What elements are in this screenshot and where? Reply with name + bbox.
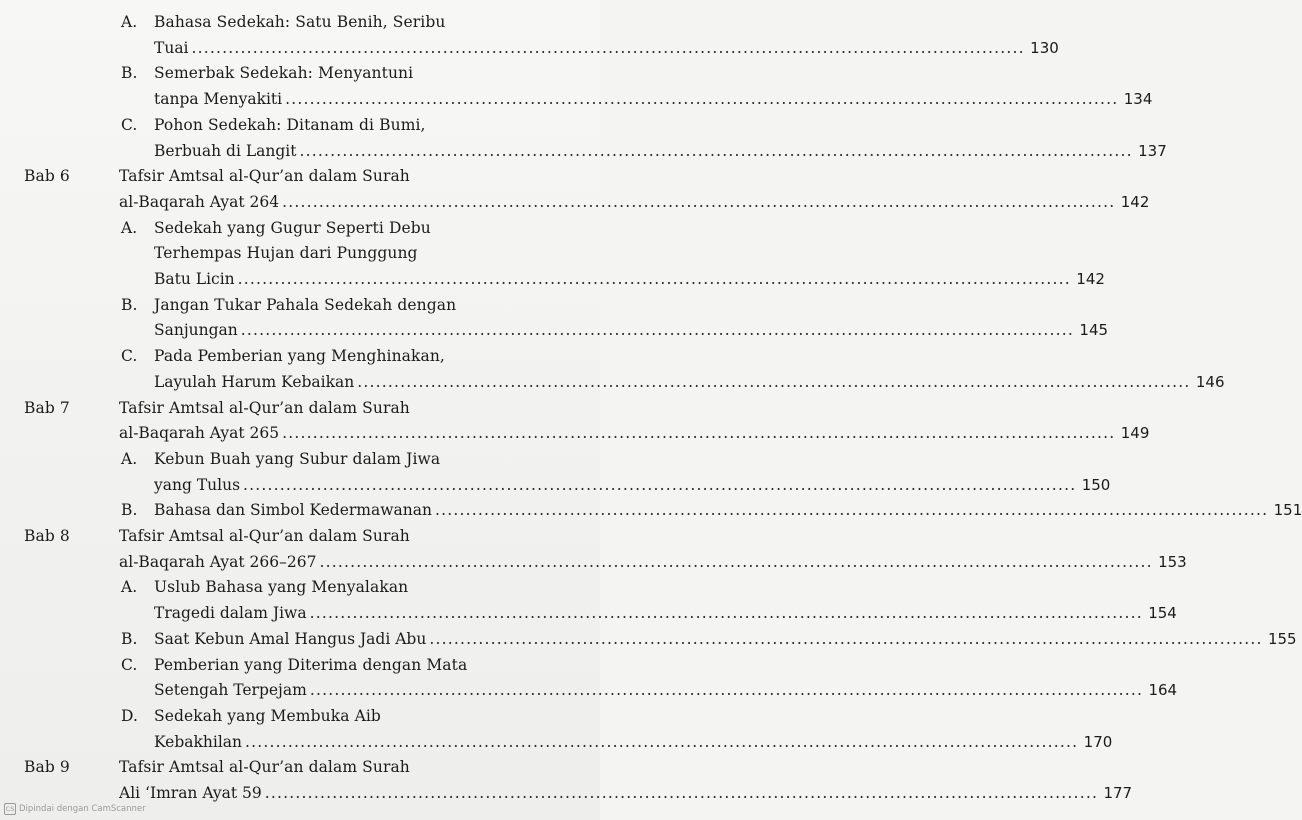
toc-entry-leader-line (119, 191, 1150, 213)
section-letter: D. (121, 706, 139, 725)
chapter-title-line: al-Baqarah Ayat 265 (119, 424, 280, 443)
section-title-line: yang Tulus (154, 475, 241, 494)
chapter-title-line: Ali ‘Imran Ayat 59 (119, 784, 262, 802)
chapter-title-line: al-Baqarah Ayat 264 (119, 192, 280, 211)
section-title-line: Terhempas Hujan dari Punggung (154, 244, 418, 263)
page-number: 130 (1030, 38, 1059, 57)
section-title-line: Sanjungan (154, 321, 238, 340)
toc-entry-leader-line (154, 88, 1153, 110)
toc-entry-leader-line (119, 422, 1150, 444)
chapter-title-line: Tafsir Amtsal al-Qur’an dalam Surah (119, 758, 410, 777)
chapter-title-line: Tafsir Amtsal al-Qur’an dalam Surah (119, 527, 410, 545)
toc-entry-leader-line (154, 319, 1109, 341)
page-number: 142 (1120, 192, 1150, 211)
section-letter: B. (121, 629, 138, 648)
toc-entry-leader-line (154, 268, 1105, 290)
leader-dots: ........................................................................................................................................ (245, 732, 1079, 751)
chapter-label: Bab 9 (24, 758, 70, 777)
section-title-line: Bahasa Sedekah: Satu Benih, Seribu (154, 13, 446, 31)
leader-dots: ........................................................................................................................................ (357, 372, 1191, 391)
chapter-label: Bab 7 (24, 398, 70, 417)
section-letter: A. (121, 578, 138, 597)
leader-dots: ........................................................................................................................................ (319, 552, 1153, 571)
watermark-text: Dipindai dengan CamScanner (19, 804, 146, 814)
chapter-title-line: al-Baqarah Ayat 266–267 (119, 552, 317, 571)
leader-dots: ........................................................................................................................................ (309, 604, 1143, 623)
page-number: 153 (1158, 552, 1187, 571)
section-title-line: Bahasa dan Simbol Kedermawanan (154, 501, 432, 520)
leader-dots: ........................................................................................................................................ (282, 424, 1116, 443)
section-title-line: Uslub Bahasa yang Menyalakan (154, 578, 409, 597)
leader-dots: ........................................................................................................................................ (237, 270, 1071, 288)
toc-entry-leader-line (154, 371, 1225, 393)
toc-entry-leader-line (119, 782, 1133, 804)
section-title-line: Pada Pemberian yang Menghinakan, (154, 347, 445, 366)
chapter-label: Bab 8 (24, 527, 70, 545)
section-letter: A. (121, 449, 138, 468)
section-title-line: Tragedi dalam Jiwa (154, 604, 307, 623)
leader-dots: ........................................................................................................................................ (243, 475, 1077, 494)
section-title-line: Jangan Tukar Pahala Sedekah dengan (154, 295, 457, 314)
leader-dots: ........................................................................................................................................ (299, 141, 1133, 160)
scanner-watermark (4, 803, 146, 815)
section-letter: A. (121, 218, 138, 237)
section-title-line: Tuai (154, 38, 189, 57)
chapter-title-line: Tafsir Amtsal al-Qur’an dalam Surah (119, 167, 410, 186)
section-title-line: Pohon Sedekah: Ditanam di Bumi, (154, 115, 426, 134)
page-number: 177 (1103, 784, 1133, 802)
toc-entry-leader-line (154, 731, 1113, 753)
page-number: 134 (1123, 90, 1153, 109)
toc-entry-leader-line (154, 628, 1297, 650)
chapter-title-line: Tafsir Amtsal al-Qur’an dalam Surah (119, 398, 410, 417)
toc-entry-leader-line (154, 474, 1111, 496)
section-letter: C. (121, 655, 138, 674)
section-title-line: Kebun Buah yang Subur dalam Jiwa (154, 449, 441, 468)
leader-dots: ........................................................................................................................................ (191, 38, 1025, 57)
leader-dots: ........................................................................................................................................ (264, 784, 1099, 802)
toc-entry-leader-line (154, 499, 1302, 521)
toc-entry-leader-line (154, 140, 1167, 162)
page-number: 155 (1267, 629, 1297, 648)
section-letter: B. (121, 501, 138, 520)
section-title-line: tanpa Menyakiti (154, 90, 283, 109)
leader-dots: ........................................................................................................................................ (434, 501, 1269, 520)
camscanner-icon: CS (5, 805, 15, 813)
section-title-line: Saat Kebun Amal Hangus Jadi Abu (154, 629, 427, 648)
page-number: 151 (1273, 501, 1302, 520)
leader-dots: ........................................................................................................................................ (240, 321, 1075, 340)
page-number: 154 (1148, 604, 1177, 623)
section-letter: C. (121, 115, 138, 134)
chapter-label: Bab 6 (24, 167, 70, 186)
toc-entry-leader-line (154, 602, 1177, 624)
page-number: 142 (1076, 270, 1105, 288)
section-letter: B. (121, 295, 138, 314)
leader-dots: ........................................................................................................................................ (282, 192, 1116, 211)
section-title-line: Sedekah yang Gugur Seperti Debu (154, 218, 431, 237)
section-title-line: Berbuah di Langit (154, 141, 297, 160)
leader-dots: ........................................................................................................................................ (429, 629, 1263, 648)
section-title-line: Semerbak Sedekah: Menyantuni (154, 64, 414, 83)
page-number: 149 (1120, 424, 1150, 443)
page-number: 137 (1138, 141, 1167, 160)
section-letter: B. (121, 64, 138, 83)
toc-entry-leader-line (119, 551, 1187, 573)
toc-entry-leader-line (154, 37, 1059, 59)
section-title-line: Kebakhilan (154, 732, 243, 751)
section-title-line: Setengah Terpejam (154, 681, 307, 700)
toc-entry-leader-line (154, 679, 1178, 701)
section-title-line: Sedekah yang Membuka Aib (154, 706, 381, 725)
leader-dots: ........................................................................................................................................ (309, 681, 1144, 700)
section-title-line: Layulah Harum Kebaikan (154, 372, 355, 391)
section-letter: C. (121, 347, 138, 366)
section-letter: A. (121, 13, 138, 31)
page-number: 150 (1081, 475, 1111, 494)
section-title-line: Batu Licin (154, 270, 235, 288)
page-number: 170 (1083, 732, 1113, 751)
page-number: 164 (1148, 681, 1178, 700)
page-number: 145 (1079, 321, 1109, 340)
leader-dots: ........................................................................................................................................ (285, 90, 1119, 109)
section-title-line: Pemberian yang Diterima dengan Mata (154, 655, 468, 674)
page-number: 146 (1195, 372, 1225, 391)
